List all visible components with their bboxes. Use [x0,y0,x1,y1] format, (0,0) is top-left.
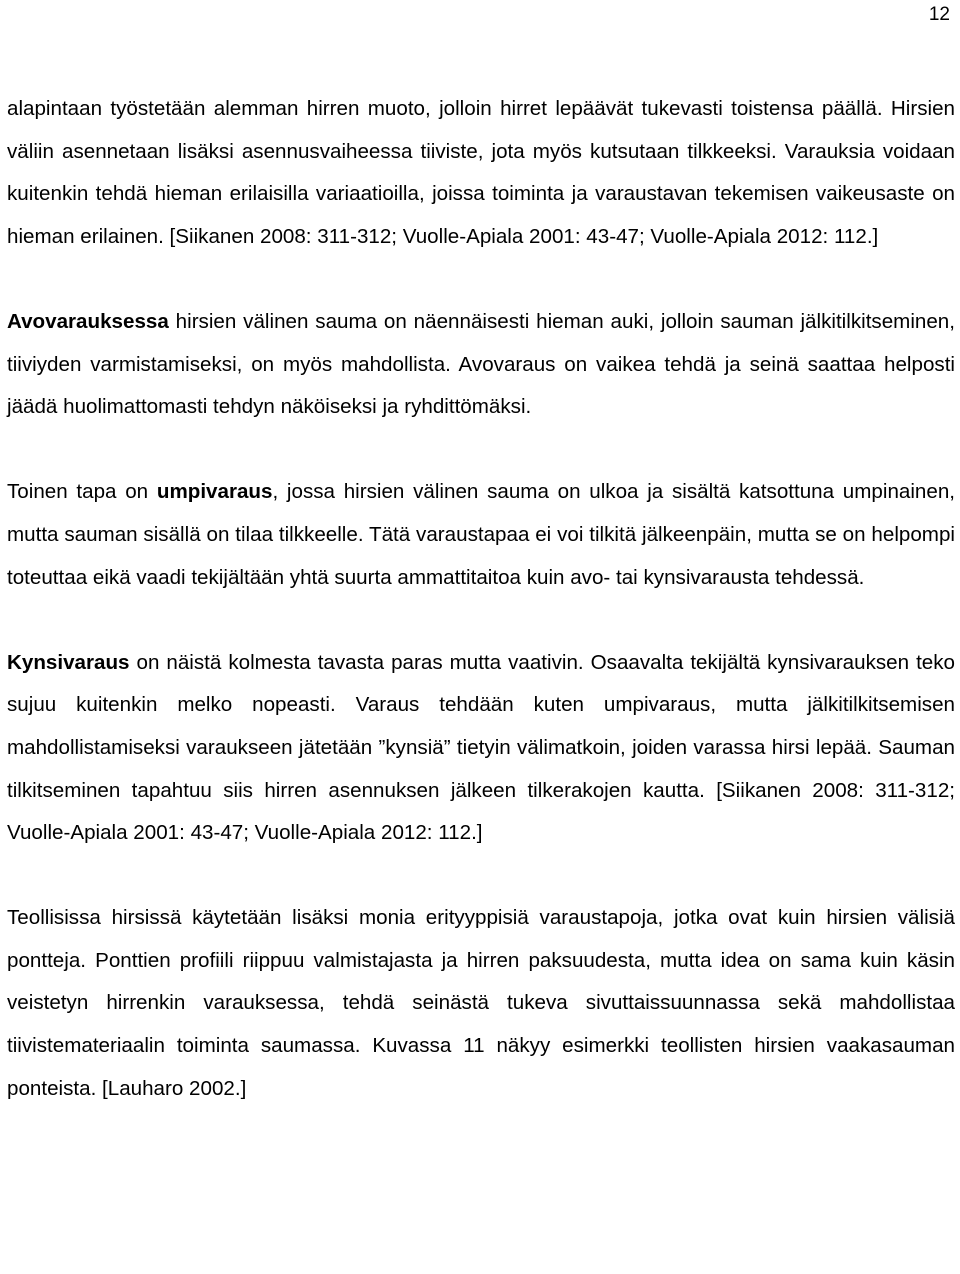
paragraph-text-pre: Toinen tapa on [7,480,157,504]
term-avovarauksessa: Avovarauksessa [7,309,169,333]
paragraph-closed-joint [7,471,955,599]
paragraph-text: Teollisissa hirsissä käytetään lisäksi monia erityyppisiä varaustapoja, jotka ovat kuin hirsien välisiä pontteja. Ponttien profiili riippuu valmistajasta ja hirren paksuudesta, mutta idea on sama kuin käsin veistetyn hirrenkin varauksessa, tehdä seinästä tukeva sivuttaissuunnassa sekä mahdollistaa tiivistemateriaalin toiminta saumassa. Kuvassa 11 näkyy esimerkki teollisten hirsien vaakasauman ponteista. [Lauharo 2002.] [7,906,955,1100]
paragraph-text: alapintaan työstetään alemman hirren muoto, jolloin hirret lepäävät tukevasti toistensa päällä. Hirsien väliin asennetaan lisäksi asennusvaiheessa tiiviste, jota myös kutsutaan tilkkeeksi. Varauksia voidaan kuitenkin tehdä hieman erilaisilla variaatioilla, joissa toiminta ja varaustavan tekemisen vaikeusaste on hieman erilainen. [Siikanen 2008: 311-312; Vuolle-Apiala 2001: 43-47; Vuolle-Apiala 2012: 112.] [7,97,955,248]
paragraph-industrial-logs [7,897,955,1110]
term-kynsivaraus: Kynsivaraus [7,650,130,674]
paragraph-text: on näistä kolmesta tavasta paras mutta vaativin. Osaavalta tekijältä kynsivarauksen teko sujuu kuitenkin melko nopeasti. Varaus tehdään kuten umpivaraus, mutta jälkitilkitsemisen mahdollistamiseksi varaukseen jätetään ”kynsiä” tietyin välimatkoin, joiden varassa hirsi lepää. Sauman tilkitseminen tapahtuu siis hirren asennuksen jälkeen tilkerakojen kautta. [Siikanen 2008: 311-312; Vuolle-Apiala 2001: 43-47; Vuolle-Apiala 2012: 112.] [7,650,955,845]
paragraph-log-joint-intro [7,88,955,258]
term-umpivaraus: umpivaraus [156,480,273,504]
paragraph-claw-joint [7,642,955,855]
paragraph-text: hirsien välinen sauma on näennäisesti hieman auki, jolloin sauman jälkitilkitseminen, tiiviyden varmistamiseksi, on myös mahdollista. Avovaraus on vaikea tehdä ja seinä saattaa helposti jäädä huolimattomasti tehdyn näköiseksi ja ryhdittömäksi. [7,309,955,419]
document-body [7,88,955,1110]
paragraph-open-joint [7,301,955,429]
page-number: 12 [928,4,950,25]
paragraph-text: , jossa hirsien välinen sauma on ulkoa ja sisältä katsottuna umpinainen, mutta sauman sisällä on tilaa tilkkeelle. Tätä varaustapaa ei voi tilkitä jälkeenpäin, mutta se on helpompi toteuttaa eikä vaadi tekijältään yhtä suurta ammattitaitoa kuin avo- tai kynsivarausta tehdessä. [7,480,956,589]
